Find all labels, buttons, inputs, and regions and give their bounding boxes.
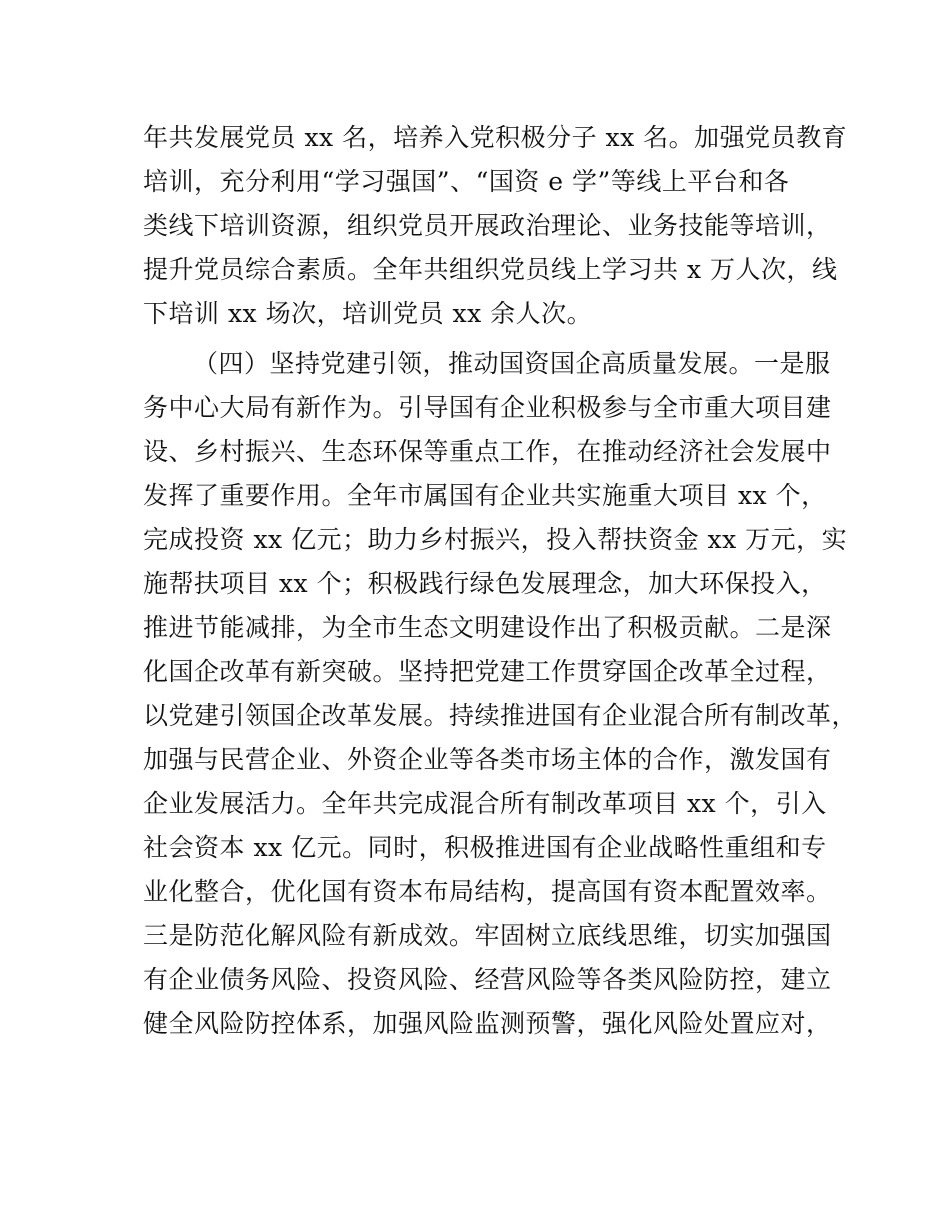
text-line: 年共发展党员 xx 名，培养入党积极分子 xx 名。加强党员教育 bbox=[143, 123, 848, 152]
text-line: 企业发展活力。全年共完成混合所有制改革项目 xx 个，引入 bbox=[143, 789, 827, 818]
paragraph-party-member-training bbox=[143, 116, 848, 336]
text-line: 设、乡村振兴、生态环保等重点工作，在推动经济社会发展中 bbox=[143, 437, 832, 466]
text-line: 推进节能减排，为全市生态文明建设作出了积极贡献。二是深 bbox=[143, 613, 832, 642]
text-line: 务中心大局有新作为。引导国有企业积极参与全市重大项目建 bbox=[143, 393, 832, 422]
text-line: 健全风险防控体系，加强风险监测预警，强化风险处置应对， bbox=[143, 1009, 832, 1038]
text-line: 三是防范化解风险有新成效。牢固树立底线思维，切实加强国 bbox=[143, 921, 832, 950]
text-line-first: （四）坚持党建引领，推动国资国企高质量发展。一是服 bbox=[193, 349, 831, 378]
text-line: 完成投资 xx 亿元；助力乡村振兴，投入帮扶资金 xx 万元，实 bbox=[143, 525, 848, 554]
text-line: 化国企改革有新突破。坚持把党建工作贯穿国企改革全过程， bbox=[143, 657, 832, 686]
text-line: 提升党员综合素质。全年共组织党员线上学习共 x 万人次，线 bbox=[143, 255, 838, 284]
text-line: 以党建引领国企改革发展。持续推进国有企业混合所有制改革， bbox=[143, 701, 858, 730]
text-line: 有企业债务风险、投资风险、经营风险等各类风险防控，建立 bbox=[143, 965, 832, 994]
text-line: 加强与民营企业、外资企业等各类市场主体的合作，激发国有 bbox=[143, 745, 832, 774]
text-line: 下培训 xx 场次，培训党员 xx 余人次。 bbox=[143, 299, 593, 328]
text-line: 发挥了重要作用。全年市属国有企业共实施重大项目 xx 个， bbox=[143, 481, 827, 510]
text-line: 类线下培训资源，组织党员开展政治理论、业务技能等培训， bbox=[143, 211, 832, 240]
text-line: 施帮扶项目 xx 个；积极践行绿色发展理念，加大环保投入， bbox=[143, 569, 827, 598]
paragraph-section-four bbox=[143, 342, 858, 1046]
text-line: 社会资本 xx 亿元。同时，积极推进国有企业战略性重组和专 bbox=[143, 833, 827, 862]
text-line: 培训，充分利用“学习强国”、“国资 e 学”等线上平台和各 bbox=[143, 167, 790, 196]
text-line: 业化整合，优化国有资本布局结构，提高国有资本配置效率。 bbox=[143, 877, 832, 906]
